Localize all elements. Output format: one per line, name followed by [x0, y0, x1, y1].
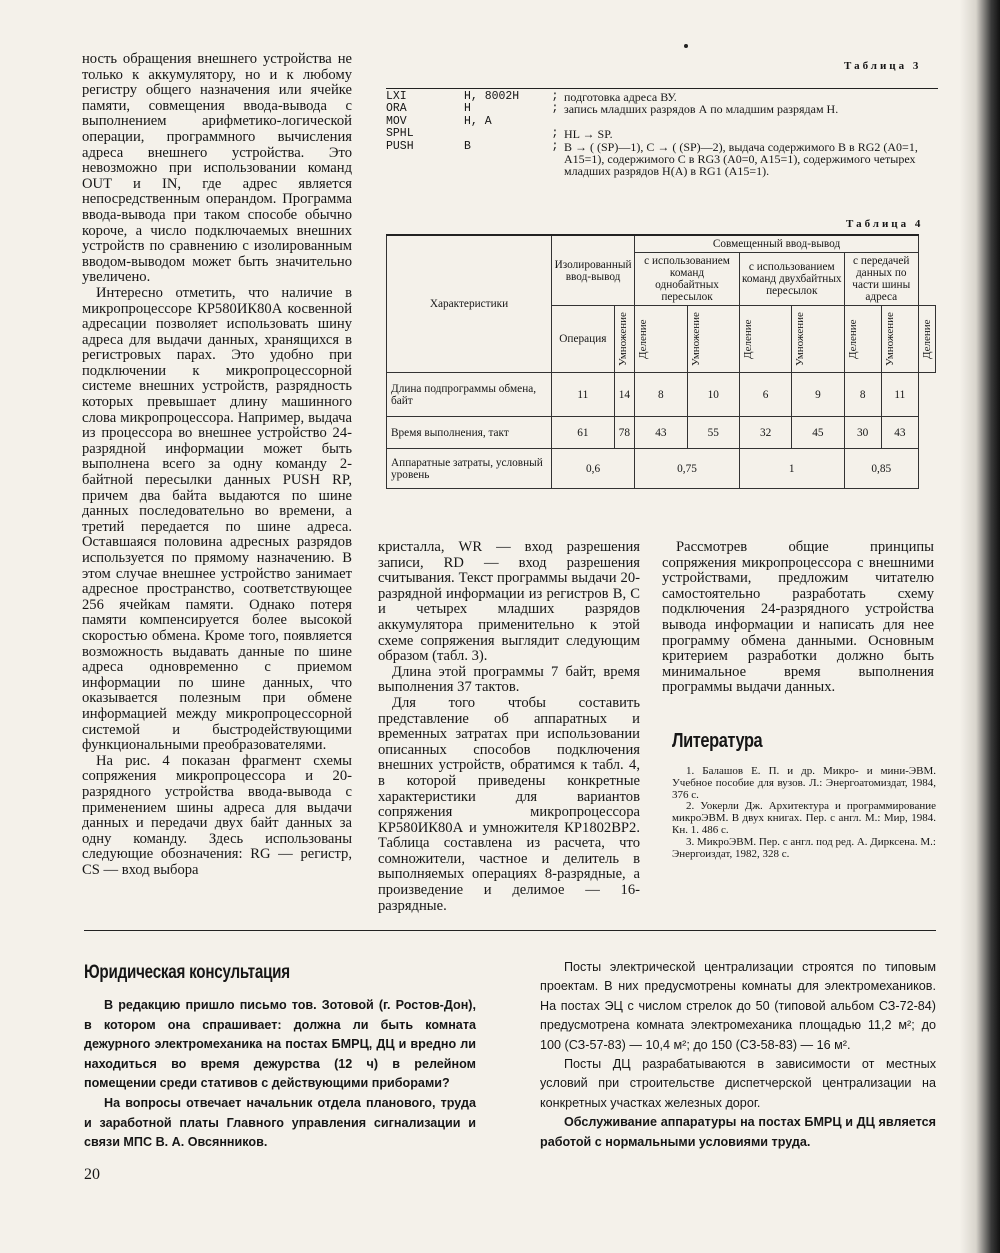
- article-middle-column: [378, 540, 640, 914]
- separator: ;: [551, 90, 559, 103]
- cell: 6: [739, 373, 791, 417]
- table-row: [387, 417, 936, 449]
- cell: 14: [614, 373, 634, 417]
- op-multiply: Умножение: [794, 312, 807, 366]
- literature-heading: Литература: [672, 730, 763, 752]
- article-right-column: [662, 540, 934, 696]
- literature-item: 3. МикроЭВМ. Пер. с англ. под ред. А. Дирксена. М.: Энергоиздат, 1982, 328 с.: [672, 835, 936, 860]
- comment: запись младших разрядов А по младшим разрядам Н.: [564, 102, 839, 117]
- table3-row: [386, 116, 938, 128]
- op-divide: Деление: [741, 319, 754, 359]
- paragraph: Обслуживание аппаратуры на постах БМРЦ и ДЦ является работой с нормальными условиями труда.: [540, 1115, 936, 1149]
- separator: ;: [551, 139, 559, 153]
- comment: [564, 116, 938, 128]
- cell: 10: [687, 373, 739, 417]
- literature-item: 2. Уокерли Дж. Архитектура и программирование микроЭВМ. В двух книгах. Пер. с англ. М.: Мир, 1984. Кн. 1. 486 с.: [672, 800, 936, 836]
- paragraph: Длина этой программы 7 байт, время выполнения 37 тактов.: [378, 663, 640, 696]
- legal-consultation-heading: Юридическая консультация: [84, 962, 290, 983]
- page-number: 20: [84, 1166, 100, 1183]
- cell: 9: [792, 373, 844, 417]
- paragraph: Посты электрической централизации строятся по типовым проектам. В них предусмотрены комнаты для электромехаников. На постах ЭЦ с числом стрелок до 50 (типовой альбом СЗ-72-84) предусмотрена комната электромеханика площадью 11,2 м²; до 100 (СЗ-57-83) — 10,4 м²; до 150 (СЗ-58-83) — 16 м².: [540, 960, 936, 1052]
- cell: 11: [881, 373, 918, 417]
- cell: 8: [635, 373, 687, 417]
- header-characteristics: Характеристики: [387, 235, 552, 373]
- op-divide: Деление: [637, 319, 650, 359]
- cell: 43: [635, 417, 687, 449]
- cell: 0,6: [552, 449, 635, 489]
- paragraph: кристалла, WR — вход разрешения записи, RD — вход разрешения считывания. Текст программы выдачи 20-разрядной информации из регистров B, C и четырех младших разрядов аккумулятора применительно к этой схеме сопряжения выглядит следующим образом (табл. 3).: [378, 539, 640, 665]
- header-isolated-io: Изолированный ввод-вывод: [552, 235, 635, 306]
- header-operation: Операция: [552, 306, 615, 373]
- operand: H: [464, 102, 471, 116]
- print-speck: [684, 44, 688, 48]
- op-multiply: Умножение: [883, 312, 896, 366]
- separator: ;: [551, 127, 559, 141]
- table4-comparison: [386, 234, 936, 489]
- table3-caption: Таблица 3: [844, 60, 922, 72]
- table3-row: [386, 103, 938, 115]
- legal-answer: [540, 958, 936, 1152]
- literature-item: 1. Балашов Е. П. и др. Микро- и мини-ЭВМ. Учебное пособие для вузов. Л.: Энергоатомиздат, 1984, 376 с.: [672, 765, 936, 801]
- operand: [464, 128, 546, 140]
- row-label: Аппаратные затраты, условный уровень: [387, 449, 552, 489]
- page-edge-shadow: [960, 0, 1000, 1253]
- op-multiply: Умножение: [689, 312, 702, 366]
- op-divide: Деление: [920, 319, 933, 359]
- paragraph: Рассмотрев общие принципы сопряжения микропроцессора с внешними устройствами, предложим читателю самостоятельно разработать схему подключения 24-разрядного устройства вывода информации и написать для нее программу обмена данными. Основным критерием разработки должно быть минимальное время выполнения программы выдачи данных.: [662, 539, 934, 696]
- comment: B → ( (SP)—1), C → ( (SP)—2), выдача содержимого B в RG2 (A0=1, A15=1), содержимого C в RG3 (A0=0, A15=1), содержимого четырех младших разрядов Н(А) в RG1 (A15=1).: [564, 139, 918, 179]
- cell: 0,75: [635, 449, 740, 489]
- row-label: Время выполнения, такт: [387, 417, 552, 449]
- table3-row: [386, 128, 938, 140]
- cell: 61: [552, 417, 615, 449]
- paragraph: На вопросы отвечает начальник отдела планового, труда и заработной платы Главного управления сигнализации и связи МПС В. А. Овсянников.: [84, 1095, 476, 1150]
- opcode: ORA: [386, 102, 407, 116]
- section-divider: [84, 930, 936, 931]
- paragraph: ность обращения внешнего устройства не только к аккумулятору, но и к любому регистру общего назначения или ячейке памяти, совмещения ввода-вывода с выполнением арифметико-логической операции, программного вычисления адреса внешнего устройства. Это невозможно при использовании команд OUT и IN, где адрес является непосредственным операндом. Программа ввода-вывода при таком способе обычно короче, а число подключаемых внешних устройств по сравнению с изолированным вводом-выводом может быть значительно увеличено.: [82, 51, 352, 286]
- paragraph: Интересно отметить, что наличие в микропроцессоре КР580ИК80А косвенной адресации позволяет использовать шину адреса для выдачи данных, хранящихся в регистровых парах. Это удобно при подключении к микропроцессорной системе внешних устройств, разрядность которых превышает длину машинного слова микропроцессора. Например, выдача из процессора во внешнее устройство 24-разрядной информации может быть выполнена всего за одну команду 2-байтной пересылки данных PUSH RP, причем два байта выдаются по шине данных последовательно во времени, а третий передается по шине адреса. Оставшаяся половина адресных разрядов используется по прямому назначению. В этом случае внешнее устройство занимает адресное пространство, соответствующее 256 ячейкам памяти. Однако потеря памяти компенсируется более высокой скоростью обмена. Кроме того, появляется возможность выдавать данные по шине адреса одновременно с приемом информации по шине данных, что оказывается полезным при обмене информацией между микропроцессорной системой и быстродействующими функциональными преобразователями.: [82, 284, 352, 754]
- cell: 8: [844, 373, 881, 417]
- separator: ;: [551, 102, 559, 116]
- literature-list: [672, 766, 936, 860]
- comment: подготовка адреса ВУ.: [564, 90, 677, 104]
- cell: 1: [739, 449, 844, 489]
- paragraph: В редакцию пришло письмо тов. Зотовой (г. Ростов-Дон), в котором она спрашивает: должна ли быть комната дежурного электромеханика на постах БМРЦ, ДЦ и вредно ли находиться во время дежурства (12 ч) в релейном помещении среди стативов с действующими приборами?: [84, 998, 476, 1091]
- table3-program-listing: [386, 88, 938, 178]
- table-row: [387, 449, 936, 489]
- cell: 45: [792, 417, 844, 449]
- table-row: [387, 373, 936, 417]
- cell: 11: [552, 373, 615, 417]
- cell: 30: [844, 417, 881, 449]
- opcode: SPHL: [386, 127, 414, 141]
- legal-question: [84, 996, 476, 1153]
- opcode: LXI: [386, 90, 407, 103]
- header-two-byte: с использованием команд двухбайтных пересылок: [739, 253, 844, 306]
- header-address-bus: с передачей данных по части шины адреса: [844, 253, 918, 306]
- header-one-byte: с использованием команд однобайтных пересылок: [635, 253, 740, 306]
- cell: 43: [881, 417, 918, 449]
- op-multiply: Умножение: [616, 312, 629, 366]
- table3-row: [386, 141, 938, 178]
- operand: H, 8002H: [464, 90, 520, 103]
- cell: 32: [739, 417, 791, 449]
- table4-caption: Таблица 4: [846, 218, 924, 230]
- operand: B: [464, 139, 471, 153]
- header-combined-io: Совмещенный ввод-вывод: [635, 235, 919, 253]
- opcode: MOV: [386, 114, 407, 128]
- cell: 55: [687, 417, 739, 449]
- op-divide: Деление: [846, 319, 859, 359]
- paragraph: Посты ДЦ разрабатываются в зависимости от местных условий при строительстве диспетчерской централизации на конкретных участках железных дорог.: [540, 1057, 936, 1110]
- comment: HL → SP.: [564, 127, 613, 142]
- cell: 0,85: [844, 449, 918, 489]
- article-left-column: [82, 52, 352, 878]
- opcode: PUSH: [386, 139, 414, 153]
- paragraph: Для того чтобы составить представление об аппаратных и временных затратах при использовании описанных способов подключения внешних устройств, обратимся к табл. 4, в которой приведены конкретные характеристики для вариантов сопряжения микропроцессора КР580ИК80А и умножителя КР1802ВР2. Таблица составлена из расчета, что сомножители, частное и делитель в выполняемых операциях 8-разрядные, а произведение и делимое — 16-разрядные.: [378, 694, 640, 914]
- row-label: Длина подпрограммы обмена, байт: [387, 373, 552, 417]
- operand: H, A: [464, 114, 492, 128]
- cell: 78: [614, 417, 634, 449]
- paragraph: На рис. 4 показан фрагмент схемы сопряжения микропроцессора и 20-разрядного устройства ввода-вывода с применением шины адреса для выдачи данных и передачи двух байт данных за одну команду. Здесь использованы следующие обозначения: RG — регистр, CS — вход выбора: [82, 752, 352, 878]
